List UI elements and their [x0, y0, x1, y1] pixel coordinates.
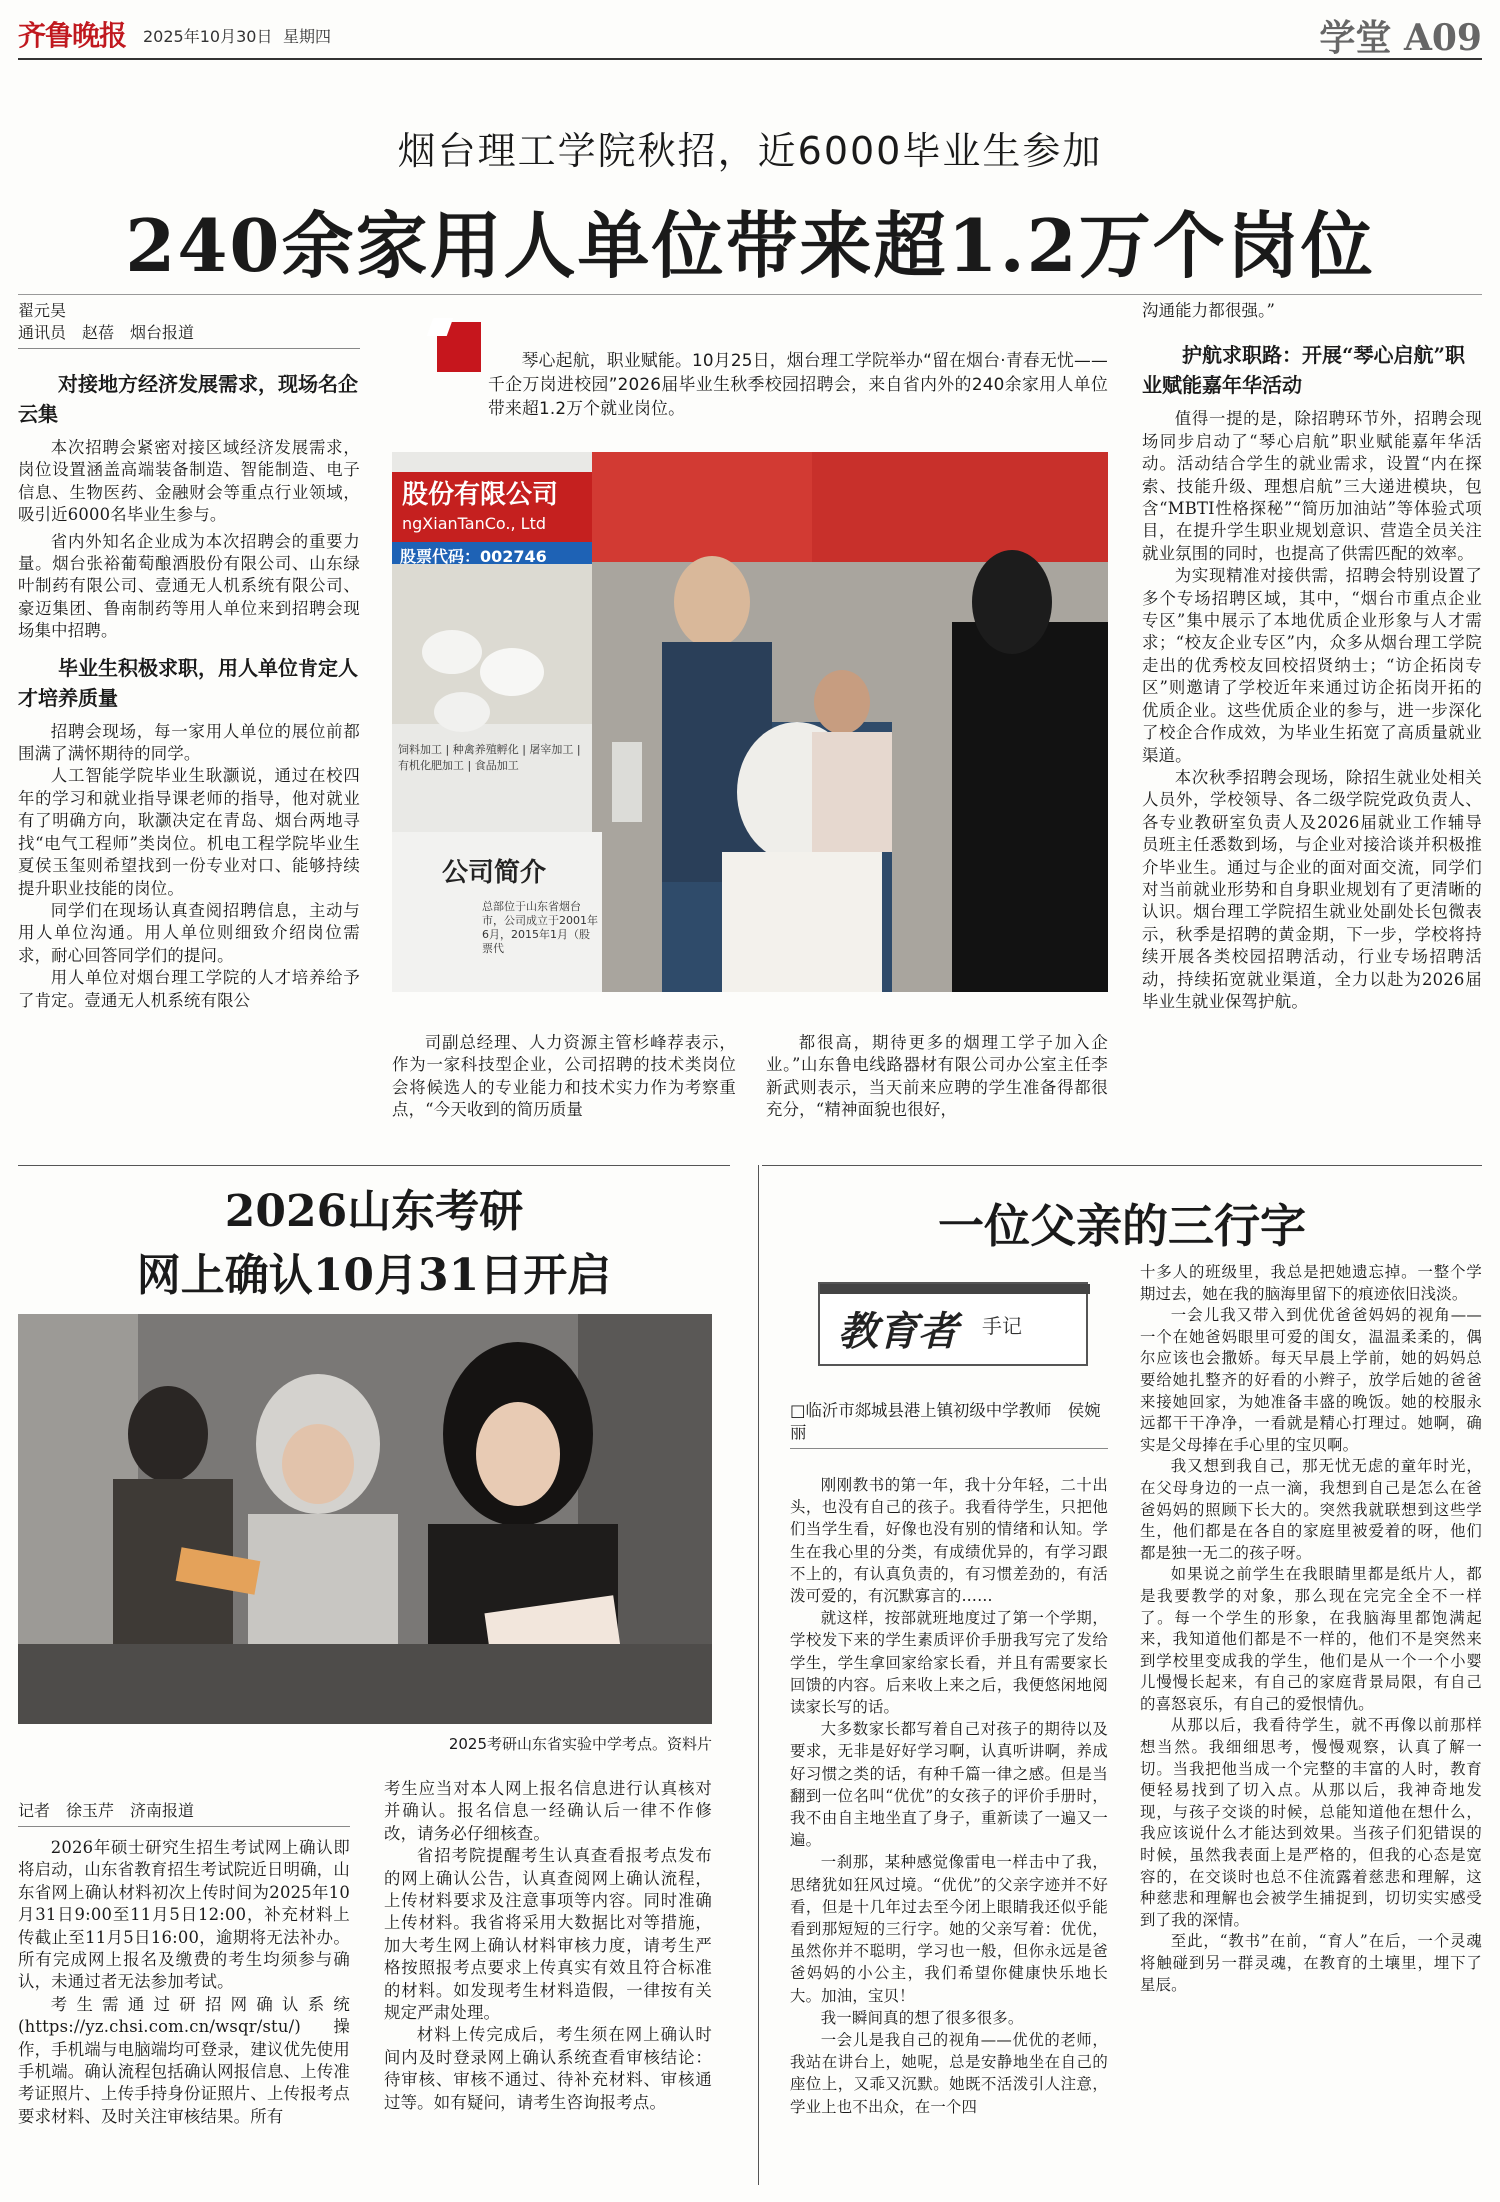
exam-photo	[18, 1314, 712, 1724]
paragraph: 省内外知名企业成为本次招聘会的重要力量。烟台张裕葡萄酿酒股份有限公司、山东绿叶制药有限公司、壹通无人机系统有限公司、豪迈集团、鲁南制药等用人单位来到招聘会现场集中招聘。	[18, 531, 360, 641]
paragraph: 我又想到我自己，那无忧无虑的童年时光，在父母身边的一点一滴，我想到自己是怎么在爸爸妈妈的照顾下长大的。突然我就联想到这些学生，他们都是在各自的家庭里被爱着的呀，他们都是独一无二的孩子呀。	[1140, 1457, 1482, 1562]
exam-photo-illustration	[18, 1314, 712, 1724]
paragraph: 一会儿我又带入到优优爸爸妈妈的视角——一个在她爸妈眼里可爱的闺女，温温柔柔的，偶尔应该也会撒娇。每天早晨上学前，她的妈妈总要给她扎整齐的好看的小辫子，放学后她的爸爸来接她回家，为她准备丰盛的晚饭。她的校服永远都干干净净，一看就是精心打理过。她啊，确实是父母捧在手心里的宝贝啊。	[1140, 1306, 1482, 1454]
issue-weekday: 星期四	[283, 27, 332, 46]
exam-headline-line1: 2026山东考研	[224, 1186, 524, 1237]
paragraph: 考生需通过研招网确认系统(https://yz.chsi.com.cn/wsqr/stu/)操作，手机端与电脑端均可登录，建议优先使用手机端。确认流程包括确认网报信息、上传准考证照片、上传手持身份证照片、上传报考点要求材料、及时关注审核结果。所有	[18, 1994, 350, 2126]
exam-photo-caption: 2025考研山东省实验中学考点。资料片	[448, 1735, 712, 1753]
article-column-3: 都很高，期待更多的烟理工学子加入企业。”山东鲁电线路器材有限公司办公室主任李新武则表示，当天前来应聘的学生准备得都很充分，“精神面貌也很好，	[766, 1033, 1108, 1120]
newspaper-logo: 齐鲁晚报	[18, 19, 127, 52]
article-column-2: 司副总经理、人力资源主管杉峰荐表示，作为一家科技型企业，公司招聘的技术类岗位会将候选人的专业能力和技术实力作为考察重点，“今天收到的简历质量	[392, 1033, 736, 1120]
subheading: 护航求职路：开展“琴心启航”职业赋能嘉年华活动	[1142, 343, 1466, 398]
column-stamp	[818, 1282, 1088, 1366]
paragraph: 沟通能力都很强。”	[1142, 301, 1276, 320]
board-text: 总部位于山东省烟台市，公司成立于2001年6月，2015年1月（股票代	[482, 900, 598, 955]
board-tags: 饲料加工 | 种禽养殖孵化 | 屠宰加工 | 有机化肥加工 | 食品加工	[398, 743, 581, 772]
column-divider	[758, 1165, 759, 2185]
article-kicker: 烟台理工学院秋招，近6000毕业生参加	[397, 129, 1103, 173]
paragraph: 至此，“教书”在前，“育人”在后，一个灵魂将触碰到另一群灵魂，在教育的土壤里，埋下了星辰。	[1140, 1932, 1482, 1994]
paragraph: 省招考院提醒考生认真查看报考点发布的网上确认公告，认真查阅网上确认流程，上传材料要求及注意事项等内容。同时准确上传材料。我省将采用大数据比对等措施，加大考生网上确认材料审核力度，请考生严格按照报考点要求上传真实有效且符合标准的材料。如发现考生材料造假，一律按有关规定严肃处理。	[384, 1846, 712, 2023]
exam-headline-line2: 网上确认10月31日开启	[136, 1250, 612, 1301]
paragraph: 考生应当对本人网上报名信息进行认真核对并确认。报名信息一经确认后一律不作修改，请务必仔细核查。	[384, 1779, 712, 1843]
subheading: 对接地方经济发展需求，现场名企云集	[18, 372, 358, 426]
essay-column-2	[1140, 1262, 1482, 1996]
divider	[762, 1165, 1482, 1166]
paragraph: 同学们在现场认真查阅招聘信息，主动与用人单位沟通。用人单位则细致介绍岗位需求，耐心回答同学们的提问。	[18, 900, 360, 965]
paragraph: 材料上传完成后，考生须在网上确认时间内及时登录网上确认系统查看审核结论：待审核、审核不通过、待补充材料、审核通过等。如有疑问，请考生咨询报考点。	[384, 2025, 712, 2112]
banner-stock-code: 股票代码：002746	[400, 547, 547, 566]
board-title: 公司简介	[442, 858, 547, 888]
paragraph: 为实现精准对接供需，招聘会特别设置了多个专场招聘区域，其中，“烟台市重点企业专区”集中展示了本地优质企业形象与人才需求；“校友企业专区”内，众多从烟台理工学院走出的优秀校友回校招贤纳士；“访企拓岗专区”则邀请了学校近年来通过访企拓岗开拓的优质企业。这些优质企业的参与，进一步深化了校企合作成效，为毕业生拓宽了高质量就业渠道。	[1142, 566, 1482, 765]
subheading: 毕业生积极求职，用人单位肯定人才培养质量	[18, 655, 358, 710]
stamp-main: 教育者	[838, 1308, 958, 1355]
exam-column-2	[384, 1778, 712, 2114]
paragraph: 如果说之前学生在我眼睛里都是纸片人，都是我要教学的对象，那么现在完完全全不一样了。每一个学生的形象，在我脑海里都饱满起来，我知道他们都是不一样的，他们不是突然来到学校里变成我的学生，他们是从一个一个小婴儿慢慢长起来，有自己的家庭背景局限，有自己的喜怒哀乐，有自己的爱恨情仇。	[1140, 1565, 1482, 1713]
paragraph: 招聘会现场，每一家用人单位的展位前都围满了满怀期待的同学。	[18, 721, 360, 764]
paragraph: 值得一提的是，除招聘环节外，招聘会现场同步启动了“琴心启航”职业赋能嘉年华活动。活动结合学生的就业需求，设置“内在探索、技能升级、理想启航”三大递进模块，包含“MBTI性格探秘”“简历加油站”等体验式项目，在提升学生职业规划意识、营造全员关注就业氛围的同时，也提高了供需匹配的效率。	[1142, 409, 1482, 563]
masthead	[18, 8, 1482, 60]
section-page-label: 学堂 A09	[1319, 17, 1482, 59]
paragraph: 十多人的班级里，我总是把她遗忘掉。一整个学期过去，她在我的脑海里留下的痕迹依旧浅淡。	[1140, 1263, 1482, 1303]
banner-company-name: 股份有限公司	[402, 480, 559, 510]
exam-column-1	[18, 1800, 350, 2128]
essay-author: □临沂市郯城县港上镇初级中学教师 侯婉丽	[790, 1400, 1108, 1449]
essay-headline: 一位父亲的三行字	[938, 1199, 1306, 1253]
exam-byline: 记者 徐玉芹 济南报道	[18, 1800, 350, 1827]
paragraph: 2026年硕士研究生招生考试网上确认即将启动，山东省教育招生考试院近日明确，山东省网上确认材料初次上传时间为2025年10月31日9:00至11月5日12:00，补充材料上传截止至11月5日16:00，逾期将无法补办。所有完成网上报名及缴费的考生均须参与确认，未通过者无法参加考试。	[18, 1838, 350, 1992]
paragraph: 人工智能学院毕业生耿灏说，通过在校四年的学习和就业指导课老师的指导，他对就业有了明确方向，耿灏决定在青岛、烟台两地寻找“电气工程师”类岗位。机电工程学院毕业生夏侯玉玺则希望找到一份专业对口、能够持续提升职业技能的岗位。	[18, 766, 360, 898]
divider	[18, 294, 1482, 295]
paragraph: 用人单位对烟台理工学院的人才培养给予了肯定。壹通无人机系统有限公	[18, 968, 360, 1010]
essay-column-1	[790, 1474, 1108, 2118]
byline-correspondent: 通讯员 赵蓓 烟台报道	[18, 322, 360, 349]
article-column-1	[18, 300, 360, 1012]
job-fair-photo	[392, 452, 1108, 992]
divider	[18, 1165, 730, 1166]
stamp-sub: 手记	[982, 1314, 1022, 1338]
exam-headline	[18, 1180, 730, 1308]
paragraph: 本次秋季招聘会现场，除招生就业处相关人员外，学校领导、各二级学院党政负责人、各专业教研室负责人及2026届就业工作辅导员班主任悉数到场，与企业对接洽谈并积极推介毕业生。通过与企业的面对面交流，同学们对当前就业形势和自身职业规划有了更清晰的认识。烟台理工学院招生就业处副处长包微表示，秋季是招聘的黄金期，下一步，学校将持续开展各类校园招聘活动，行业专场招聘活动，持续拓宽就业渠道，全力以赴为2026届毕业生就业保驾护航。	[1142, 767, 1482, 1011]
paragraph: 一会儿是我自己的视角——优优的老师，我站在讲台上，她呢，总是安静地坐在自己的座位上，又乖又沉默。她既不活泼引人注意，学业上也不出众，在一个四	[790, 2031, 1108, 2116]
article-headline: 240余家用人单位带来超1.2万个岗位	[125, 203, 1375, 288]
stamp-bar	[820, 1284, 1090, 1294]
paragraph: 一刹那，某种感觉像雷电一样击中了我，思绪犹如狂风过境。“优优”的父亲字迹并不好看，但是十几年过去至今闭上眼睛我还似乎能看到那短短的三行字。她的父亲写着：优优，虽然你并不聪明，学习也一般，但你永远是爸爸妈妈的小公主，我们希望你健康快乐地长大。加油，宝贝！	[790, 1853, 1108, 2005]
byline-author: 翟元昊	[18, 301, 67, 320]
paragraph: 我一瞬间真的想了很多很多。	[820, 2008, 1024, 2027]
paragraph: 本次招聘会紧密对接区域经济发展需求，岗位设置涵盖高端装备制造、智能制造、电子信息、生物医药、金融财会等重点行业领域，吸引近6000名毕业生参与。	[18, 438, 360, 525]
article-lead: 琴心起航，职业赋能。10月25日，烟台理工学院举办“留在烟台·青春无忧——千企万岗进校园”2026届毕业生秋季校园招聘会，来自省内外的240余家用人单位带来超1.2万个就业岗位。	[488, 350, 1108, 418]
issue-date: 2025年10月30日	[143, 27, 273, 46]
article-column-4	[1142, 300, 1482, 1013]
paragraph: 刚刚教书的第一年，我十分年轻，二十出头，也没有自己的孩子。我看待学生，只把他们当学生看，好像也没有别的情绪和认知。学生在我心里的分类，有成绩优异的，有学习跟不上的，有认真负责的，有习惯差劲的，有活泼可爱的，有沉默寡言的……	[790, 1476, 1108, 1606]
banner-company-pinyin: ngXianTanCo., Ltd	[402, 514, 546, 533]
paragraph: 从那以后，我看待学生，就不再像以前那样想当然。我细细思考，慢慢观察，认真了解一切。当我把他当成一个完整的丰富的人时，教育便轻易找到了切入点。从那以后，我神奇地发现，与孩子交谈的时候，总能知道他在想什么，我应该说什么才能达到效果。当孩子们犯错误的时候，虽然我表面上是严格的，但我的心态是宽容的，在交谈时也总不住流露着慈悲和理解，这种慈悲和理解也会被学生捕捉到，切切实实感受到了我的深情。	[1140, 1716, 1482, 1929]
paragraph: 就这样，按部就班地度过了第一个学期，学校发下来的学生素质评价手册我写完了发给学生，学生拿回家给家长看，并且有需要家长回馈的内容。后来收上来之后，我便悠闲地阅读家长写的话。	[790, 1609, 1108, 1717]
paragraph: 大多数家长都写着自己对孩子的期待以及要求，无非是好好学习啊，认真听讲啊，养成好习惯之类的话，有种千篇一律之感。但是当翻到一位名叫“优优”的女孩子的评价手册时，我不由自主地坐直了身子，重新读了一遍又一遍。	[790, 1720, 1108, 1850]
